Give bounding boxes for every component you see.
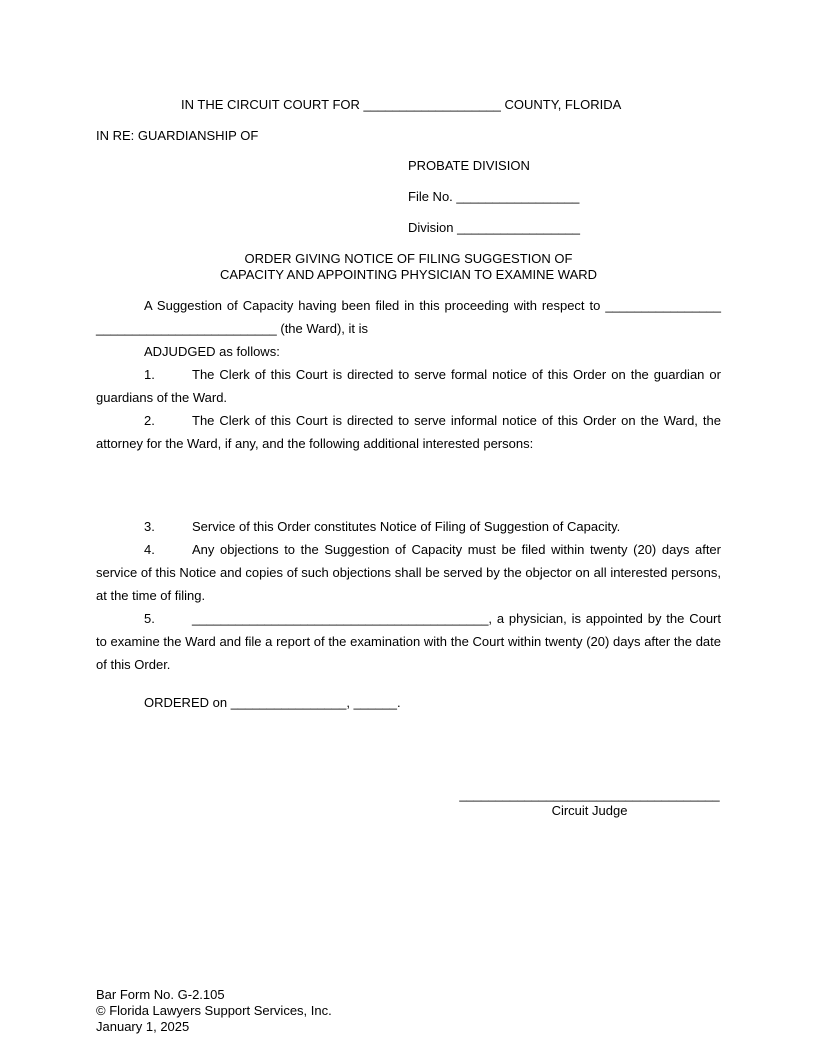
adjudged-line bbox=[96, 340, 721, 363]
item-1 bbox=[96, 363, 721, 409]
title-line-2: CAPACITY AND APPOINTING PHYSICIAN TO EXAMINE WARD bbox=[219, 267, 598, 282]
copyright-notice: © Florida Lawyers Support Services, Inc. bbox=[96, 1003, 332, 1018]
item-text: The Clerk of this Court is directed to serve formal notice of this Order on the guardian or guardians of the Ward. bbox=[96, 367, 721, 405]
ordered-text: ORDERED on ________________, ______. bbox=[144, 695, 401, 710]
intro-paragraph bbox=[96, 294, 721, 340]
judge-signature-block bbox=[458, 787, 721, 819]
signature-line: ____________________________________ bbox=[459, 787, 720, 802]
item-number: 1. bbox=[144, 367, 155, 382]
document-title bbox=[96, 251, 721, 283]
item-2 bbox=[96, 409, 721, 455]
item-3 bbox=[96, 515, 721, 538]
item-number: 5. bbox=[144, 611, 155, 626]
intro-text: A Suggestion of Capacity having been filed in this proceeding with respect to ________________ _________________________ (the Ward), it is bbox=[96, 298, 721, 336]
item-5 bbox=[96, 607, 721, 676]
file-number-field: File No. _________________ bbox=[408, 189, 580, 204]
item-number: 2. bbox=[144, 413, 155, 428]
item-number: 4. bbox=[144, 542, 155, 557]
item-text: Any objections to the Suggestion of Capacity must be filed within twenty (20) days after service of this Notice and copies of such objections shall be served by the objector on all interested persons, at the time of filing. bbox=[96, 542, 721, 603]
adjudged-text: ADJUDGED as follows: bbox=[144, 344, 280, 359]
division-field: Division _________________ bbox=[408, 220, 581, 235]
signature-label: Circuit Judge bbox=[551, 803, 628, 818]
item-text: _________________________________________, a physician, is appointed by the Court to examine the Ward and file a report of the examination with the Court within twenty (20) days after the date of this Order. bbox=[96, 611, 721, 672]
form-date: January 1, 2025 bbox=[96, 1019, 190, 1034]
item-text: Service of this Order constitutes Notice of Filing of Suggestion of Capacity. bbox=[192, 519, 621, 534]
probate-division-label: PROBATE DIVISION bbox=[408, 158, 530, 173]
ordered-line bbox=[96, 691, 721, 714]
item-4 bbox=[96, 538, 721, 607]
court-heading: IN THE CIRCUIT COURT FOR ___________________ COUNTY, FLORIDA bbox=[181, 97, 622, 112]
bar-form-number: Bar Form No. G-2.105 bbox=[96, 987, 225, 1002]
in-re-caption: IN RE: GUARDIANSHIP OF bbox=[96, 128, 259, 143]
item-number: 3. bbox=[144, 519, 155, 534]
item-text: The Clerk of this Court is directed to serve informal notice of this Order on the Ward, the attorney for the Ward, if any, and the following additional interested persons: bbox=[96, 413, 721, 451]
title-line-1: ORDER GIVING NOTICE OF FILING SUGGESTION OF bbox=[244, 251, 573, 266]
form-footer bbox=[96, 987, 332, 1035]
